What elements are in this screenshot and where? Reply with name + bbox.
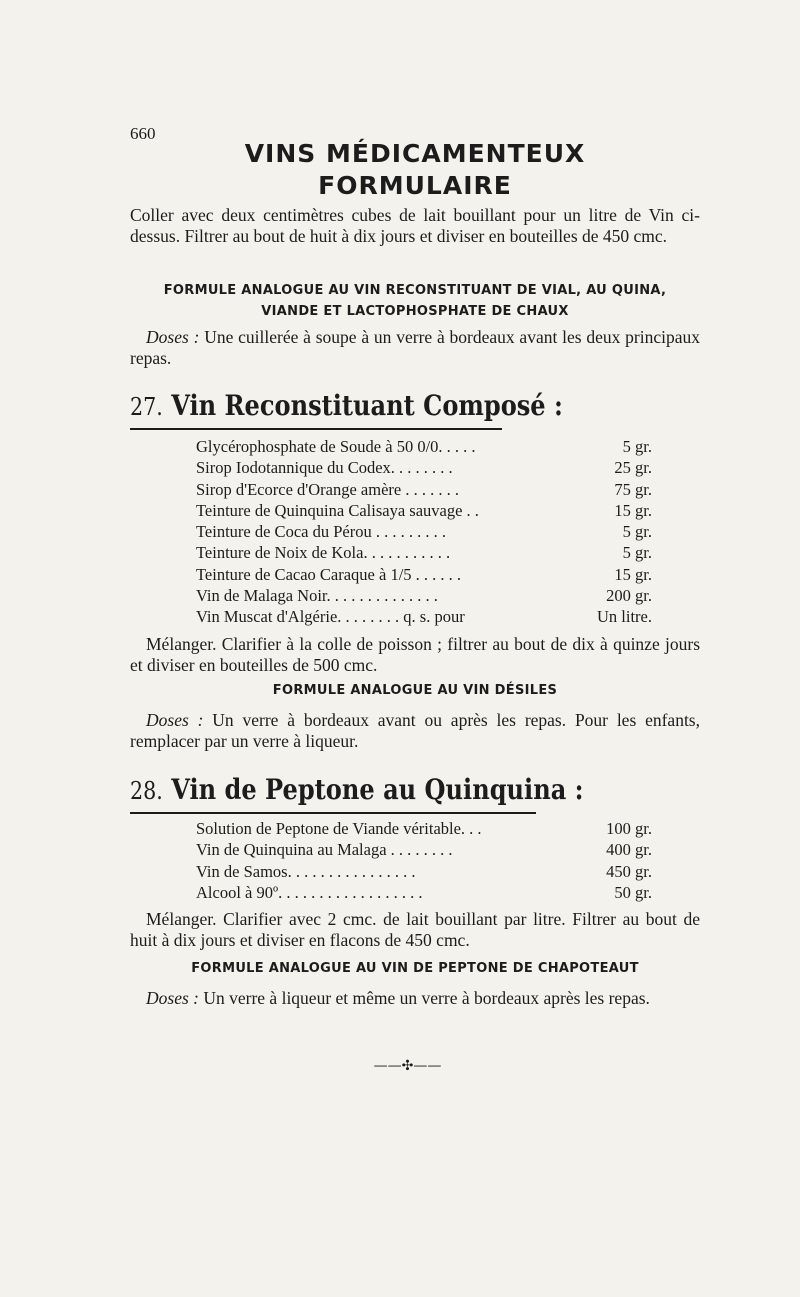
section-28-title-text: Vin de Peptone au Quinquina : <box>171 773 584 806</box>
doses-label: Doses : <box>146 710 204 730</box>
section-27-title-text: Vin Reconstituant Composé : <box>171 389 563 422</box>
section-28-title <box>130 772 584 809</box>
ingredient-quantity: 450 gr. <box>606 861 652 881</box>
ingredient-row <box>196 606 652 627</box>
ingredient-name: Teinture de Cacao Caraque à 1/5 . . . . . . <box>196 564 462 584</box>
end-ornament: ——✣—— <box>373 1058 442 1074</box>
ingredient-quantity: 50 gr. <box>614 882 652 902</box>
ingredient-name: Sirop Iodotannique du Codex. . . . . . . . <box>196 458 453 478</box>
ingredient-row <box>196 436 652 457</box>
ingredient-name: Vin de Malaga Noir. . . . . . . . . . . . . . <box>196 586 438 606</box>
analogue-1-line1: FORMULE ANALOGUE AU VIN RECONSTITUANT DE VIAL, AU QUINA, <box>163 283 667 298</box>
page-header <box>130 138 700 202</box>
doses-text: Une cuillerée à soupe à un verre à bordeaux avant les deux principaux repas. <box>130 327 700 368</box>
ingredient-quantity: 200 gr. <box>606 586 652 606</box>
ingredient-quantity: 15 gr. <box>614 500 652 520</box>
ingredient-row <box>196 839 652 860</box>
ingredient-name: Teinture de Coca du Pérou . . . . . . . . . <box>196 522 446 542</box>
doses-paragraph-1 <box>130 327 700 369</box>
section-28-method: Mélanger. Clarifier avec 2 cmc. de lait bouillant par litre. Filtrer au bout de huit à dix jours et diviser en flacons de 450 cmc. <box>130 909 700 950</box>
ingredient-name: Teinture de Noix de Kola. . . . . . . . . . . <box>196 543 451 563</box>
ingredient-name: Solution de Peptone de Viande véritable. . . <box>196 819 482 838</box>
header-title-line1: VINS MÉDICAMENTEUX <box>244 139 586 168</box>
ingredient-quantity: 5 gr. <box>622 522 652 542</box>
ingredient-quantity: 100 gr. <box>606 819 652 838</box>
section-28-ingredient-list <box>196 818 652 903</box>
ingredient-quantity: 75 gr. <box>614 479 652 499</box>
doses-label: Doses : <box>146 327 200 347</box>
section-28-underline <box>130 812 536 814</box>
ingredient-row <box>196 542 652 563</box>
section-27-ingredient-list <box>196 436 652 628</box>
ingredient-quantity: 15 gr. <box>614 564 652 584</box>
section-28-doses <box>130 988 700 1009</box>
section-27-doses <box>130 710 700 752</box>
ingredient-row <box>196 861 652 882</box>
section-27-number: 27. <box>130 393 163 421</box>
ingredient-name: Glycérophosphate de Soude à 50 0/0. . . . . <box>196 437 476 456</box>
intro-paragraph: Coller avec deux centimètres cubes de lait bouillant pour un litre de Vin ci-dessus. Filtrer au bout de huit à dix jours et diviser en bouteilles de 450 cmc. <box>130 205 700 246</box>
ingredient-quantity: 5 gr. <box>622 437 652 456</box>
ingredient-row <box>196 479 652 500</box>
ingredient-name: Sirop d'Ecorce d'Orange amère . . . . . . . <box>196 479 459 499</box>
ingredient-name: Vin Muscat d'Algérie. . . . . . . . q. s. pour <box>196 607 465 627</box>
section-27-analogue-heading: FORMULE ANALOGUE AU VIN DÉSILES <box>272 683 558 698</box>
section-27-method: Mélanger. Clarifier à la colle de poisson ; filtrer au bout de dix à quinze jours et diviser en bouteilles de 500 cmc. <box>130 634 700 675</box>
ingredient-row <box>196 521 652 542</box>
ingredient-row <box>196 564 652 585</box>
ingredient-name: Vin de Quinquina au Malaga . . . . . . . . <box>196 840 453 860</box>
section-28-analogue-heading: FORMULE ANALOGUE AU VIN DE PEPTONE DE CHAPOTEAUT <box>191 961 639 976</box>
doses-text: Un verre à bordeaux avant ou après les repas. Pour les enfants, remplacer par un verre à liqueur. <box>130 710 700 751</box>
ingredient-quantity: 400 gr. <box>606 840 652 860</box>
ingredient-row <box>196 818 652 839</box>
ingredient-name: Teinture de Quinquina Calisaya sauvage . . <box>196 500 479 520</box>
ingredient-quantity: 5 gr. <box>622 543 652 563</box>
analogue-1-line2: VIANDE ET LACTOPHOSPHATE DE CHAUX <box>261 304 569 319</box>
page-number: 660 <box>130 124 156 143</box>
ingredient-row <box>196 882 652 903</box>
section-28-number: 28. <box>130 777 163 805</box>
ingredient-quantity: 25 gr. <box>614 458 652 478</box>
ingredient-name: Vin de Samos. . . . . . . . . . . . . . . . <box>196 861 416 881</box>
ingredient-row <box>196 457 652 478</box>
section-27-title <box>130 388 563 425</box>
section-27-underline <box>130 428 502 430</box>
doses-label: Doses : <box>146 988 199 1008</box>
header-title-line2: FORMULAIRE <box>318 171 512 200</box>
doses-text: Un verre à liqueur et même un verre à bordeaux après les repas. <box>203 988 650 1008</box>
ingredient-row <box>196 585 652 606</box>
analogue-formula-heading-1 <box>130 280 700 322</box>
ingredient-name: Alcool à 90º. . . . . . . . . . . . . . . . . . <box>196 882 423 902</box>
ingredient-quantity: Un litre. <box>597 607 652 627</box>
ingredient-row <box>196 500 652 521</box>
